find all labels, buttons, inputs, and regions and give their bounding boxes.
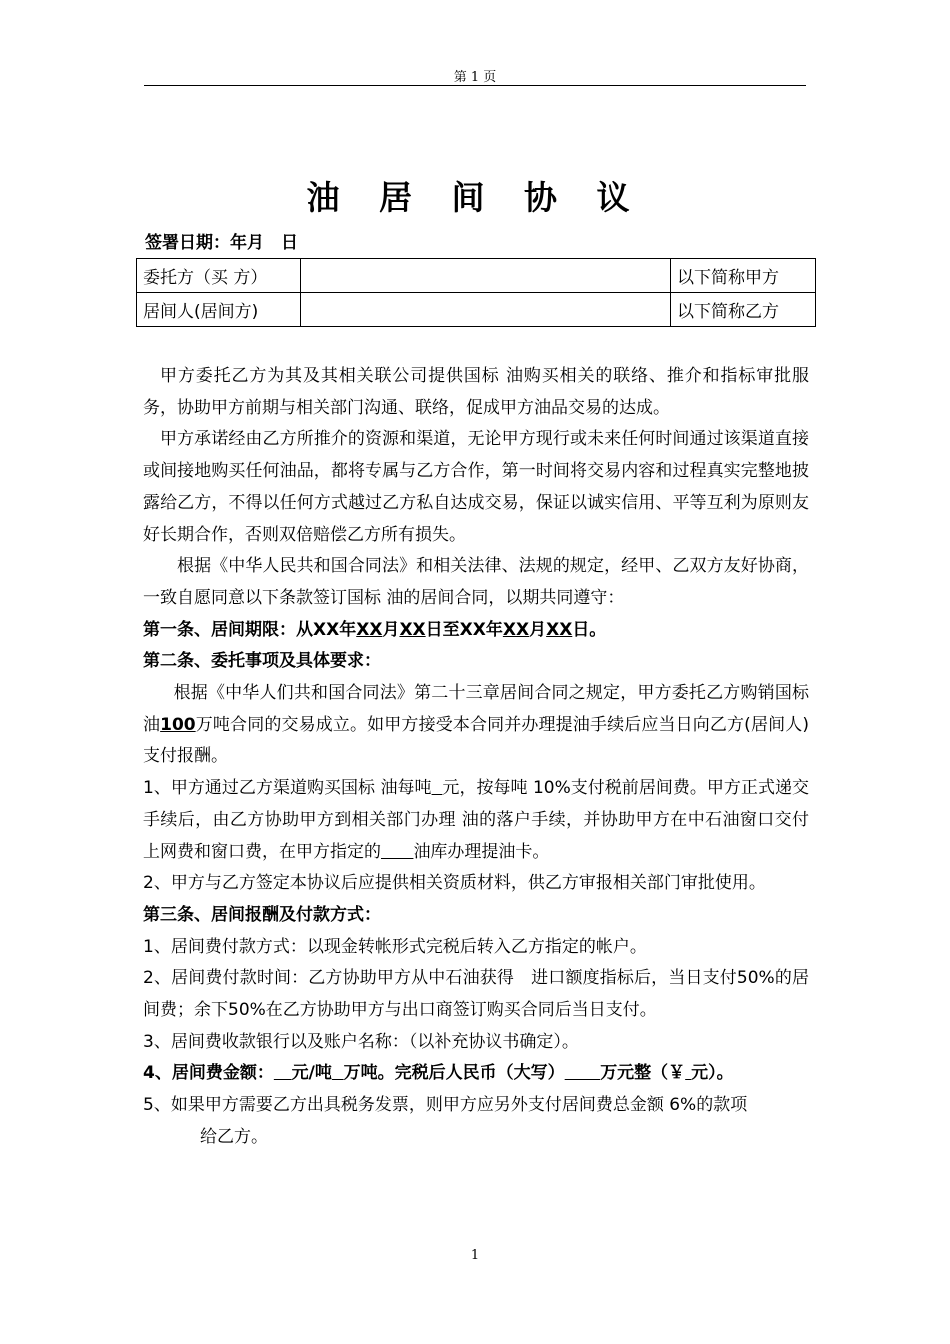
page-header-label: 第 1 页 — [453, 70, 497, 85]
party-role: 委托方（买 方） — [137, 259, 301, 293]
article-3-item-5-continuation: 给乙方。 — [200, 1126, 268, 1147]
party-row-broker — [137, 293, 816, 327]
article-2-item-2: 2、甲方与乙方签定本协议后应提供相关资质材料，供乙方审报相关部门审批使用。 — [143, 873, 766, 894]
party-value-field[interactable] — [301, 293, 671, 327]
party-row-client — [137, 259, 816, 293]
party-alias: 以下简称甲方 — [671, 259, 816, 293]
party-role: 居间人(居间方) — [137, 293, 301, 327]
page-number: 1 — [470, 1248, 480, 1263]
article-3-item-1: 1、居间费付款方式：以现金转帐形式完税后转入乙方指定的帐户。 — [143, 936, 647, 957]
agreement-body — [143, 361, 809, 1154]
article-3-item-2: 2、居间费付款时间：乙方协助甲方从中石油获得 进口额度指标后，当日支付50%的居间费；余下50%在乙方协助甲方与出口商签订购买合同后当日支付。 — [143, 968, 809, 1021]
paragraph-entrustment: 甲方委托乙方为其及其相关联公司提供国标 油购买相关的联络、推介和指标审批服务，协助甲方前期与相关部门沟通、联络，促成甲方油品交易的达成。 — [143, 366, 809, 418]
article-1-term: 第一条、居间期限：从XX年XX月XX日至XX年XX月XX日。 — [143, 619, 607, 640]
parties-table — [136, 258, 816, 327]
paragraph-legal-basis: 根据《中华人民共和国合同法》和相关法律、法规的规定，经甲、乙双方友好协商，一致自愿同意以下条款签订国标 油的居间合同，以期共同遵守： — [143, 556, 809, 608]
article-2-heading: 第二条、委托事项及具体要求： — [143, 651, 381, 672]
sign-date: 签署日期：年月 日 — [145, 233, 298, 253]
article-2-item-1: 1、甲方通过乙方渠道购买国标 油每吨 元，按每吨 10%支付税前居间费。甲方正式递交手续后，由乙方协助甲方到相关部门办理 油的落户手续，并协助甲方在中石油窗口交付上网费和窗口费，在甲方指定的 油库办理提油卡。 — [143, 778, 809, 862]
article-3-heading: 第三条、居间报酬及付款方式： — [143, 904, 381, 925]
party-value-field[interactable] — [301, 259, 671, 293]
article-3-item-5: 5、如果甲方需要乙方出具税务发票，则甲方应另外支付居间费总金额 6%的款项 — [143, 1095, 748, 1116]
document-title: 油 居 间 协 议 — [306, 178, 644, 217]
party-alias: 以下简称乙方 — [671, 293, 816, 327]
article-3-item-3: 3、居间费收款银行以及账户名称：（以补充协议书确定）。 — [143, 1031, 579, 1052]
article-2-intro: 根据《中华人们共和国合同法》第二十三章居间合同之规定，甲方委托乙方购销国标 油100万吨合同的交易成立。如甲方接受本合同并办理提油手续后应当日向乙方(居间人)支付报酬。 — [143, 683, 810, 767]
article-3-item-4: 4、居间费金额： 元/吨 万吨。完税后人民币（大写） 万元整（￥ 元）。 — [143, 1063, 734, 1084]
header-divider — [144, 85, 806, 86]
paragraph-commitment: 甲方承诺经由乙方所推介的资源和渠道，无论甲方现行或未来任何时间通过该渠道直接或间接地购买任何油品，都将专属与乙方合作，第一时间将交易内容和过程真实完整地披露给乙方，不得以任何方式越过乙方私自达成交易，保证以诚实信用、平等互利为原则友好长期合作，否则双倍赔偿乙方所有损失。 — [143, 429, 809, 545]
